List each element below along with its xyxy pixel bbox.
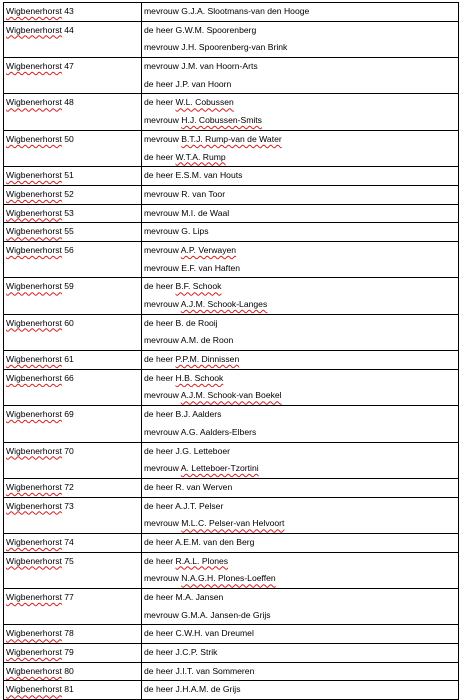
street-name: Wigbenerhorst [6,372,62,383]
resident-line [142,370,458,388]
resident-title: mevrouw [144,609,179,620]
table-row [4,185,459,204]
resident-title: de heer [144,665,174,676]
resident-line [142,406,458,424]
residents-cell [142,662,459,681]
address-cell [4,204,142,223]
residents-cell [142,167,459,186]
resident-line [142,663,458,681]
address-table [3,2,459,700]
resident-title: mevrouw [144,573,179,584]
residents-cell [142,3,459,22]
resident-name: W.L. Cobussen [175,97,234,108]
resident-line [142,149,458,167]
resident-name: R.A.L. Plones [175,555,229,566]
residents-cell [142,406,459,442]
resident-line [142,131,458,149]
address-cell [4,3,142,22]
house-number: 47 [64,61,74,72]
table-row [4,94,459,130]
resident-title: de heer [144,647,174,658]
resident-name: B.J. Aalders [175,409,222,420]
resident-title: mevrouw [144,335,179,346]
street-name: Wigbenerhorst [6,555,62,566]
address-line [4,644,141,662]
resident-name: R. van Werven [175,481,233,492]
resident-name: M.L.C. Pelser-van Helvoort [181,518,285,529]
resident-name: H.J. Cobussen-Smits [181,115,262,126]
resident-line [142,387,458,405]
resident-name: G.M.A. Jansen-de Grijs [181,609,271,620]
residents-cell [142,478,459,497]
address-line [4,58,141,76]
street-name: Wigbenerhorst [6,500,62,511]
address-cell [4,130,142,166]
resident-name: J.C.P. Strik [175,647,218,658]
resident-name: B.T.J. Rump-van de Water [181,133,282,144]
address-line [4,205,141,223]
table-row [4,625,459,644]
table-row [4,406,459,442]
address-cell [4,552,142,588]
table-row [4,223,459,242]
street-name: Wigbenerhorst [6,628,62,639]
table-row [4,130,459,166]
table-row [4,662,459,681]
resident-title: de heer [144,317,174,328]
resident-title: de heer [144,170,174,181]
house-number: 75 [64,555,74,566]
resident-line [142,39,458,57]
street-name: Wigbenerhorst [6,61,62,72]
resident-line [142,223,458,241]
resident-title: de heer [144,78,174,89]
address-line [4,351,141,369]
house-number: 59 [64,281,74,292]
residents-cell [142,21,459,57]
address-cell [4,681,142,700]
resident-title: mevrouw [144,115,179,126]
house-number: 61 [64,354,74,365]
resident-name: A.J.M. Schook-Langes [180,299,268,309]
residents-cell [142,589,459,625]
table-row [4,241,459,277]
street-name: Wigbenerhorst [6,665,62,676]
residents-cell [142,241,459,277]
resident-title: mevrouw [144,262,179,273]
resident-name: G. Lips [181,226,209,237]
house-number: 51 [64,170,74,181]
street-name: Wigbenerhorst [6,409,62,420]
house-number: 53 [64,207,74,218]
house-number: 79 [64,647,74,658]
resident-name: A.J.T. Pelser [175,500,224,511]
residents-cell [142,442,459,478]
house-number: 55 [64,226,74,237]
residents-cell [142,58,459,94]
residents-cell [142,497,459,533]
house-number: 77 [64,592,74,602]
resident-line [142,76,458,94]
resident-title: de heer [144,151,174,162]
residents-cell [142,278,459,314]
resident-name: H.B. Schook [175,372,224,383]
address-cell [4,94,142,130]
table-row [4,681,459,700]
address-line [4,242,141,260]
resident-line [142,479,458,497]
residents-cell [142,681,459,700]
house-number: 66 [64,372,74,383]
address-line [4,681,141,699]
resident-title: de heer [144,372,174,383]
residents-cell [142,223,459,242]
street-name: Wigbenerhorst [6,244,62,255]
house-number: 48 [64,97,74,108]
address-line [4,278,141,296]
resident-name: J.H. Spoorenberg-van Brink [181,42,288,53]
resident-title: mevrouw [144,518,179,529]
resident-line [142,644,458,662]
resident-line [142,3,458,21]
address-line [4,443,141,461]
table-row [4,204,459,223]
resident-name: E.S.M. van Houts [175,170,243,181]
street-name: Wigbenerhorst [6,536,62,547]
resident-line [142,607,458,625]
address-cell [4,21,142,57]
resident-line [142,242,458,260]
address-line [4,315,141,333]
resident-line [142,351,458,369]
resident-name: J.H.A.M. de Grijs [175,684,241,695]
house-number: 80 [64,665,74,676]
resident-name: R. van Toor [181,188,226,199]
resident-line [142,625,458,643]
house-number: 60 [64,317,74,328]
address-cell [4,185,142,204]
house-number: 56 [64,244,74,255]
street-name: Wigbenerhorst [6,226,62,237]
house-number: 44 [64,24,74,35]
resident-title: mevrouw [144,299,179,309]
resident-name: N.A.G.H. Plones-Loeffen [181,573,276,584]
address-line [4,479,141,497]
resident-line [142,681,458,699]
resident-line [142,58,458,76]
resident-title: de heer [144,409,174,420]
table-row [4,3,459,22]
table-row [4,589,459,625]
house-number: 81 [64,684,74,695]
table-row [4,167,459,186]
resident-title: de heer [144,281,174,292]
resident-name: J.P. van Hoorn [175,78,232,89]
resident-name: A. Letteboer-Tzortini [180,463,259,474]
table-row [4,497,459,533]
resident-line [142,112,458,130]
resident-title: de heer [144,536,174,547]
resident-title: mevrouw [144,463,179,474]
resident-name: A.M. de Roon [180,335,234,346]
house-number: 72 [64,481,74,492]
street-name: Wigbenerhorst [6,281,62,292]
address-line [4,553,141,571]
resident-line [142,260,458,278]
address-cell [4,662,142,681]
house-number: 69 [64,409,74,420]
resident-title: mevrouw [144,226,179,237]
resident-title: de heer [144,500,174,511]
resident-title: de heer [144,628,174,639]
address-line [4,406,141,424]
resident-title: de heer [144,24,174,35]
address-line [4,186,141,204]
street-name: Wigbenerhorst [6,647,62,658]
resident-line [142,186,458,204]
resident-line [142,498,458,516]
residents-cell [142,625,459,644]
table-row [4,552,459,588]
street-name: Wigbenerhorst [6,133,62,144]
address-cell [4,369,142,405]
resident-name: W.T.A. Rump [175,151,226,162]
resident-name: M.I. de Waal [181,207,230,218]
address-line [4,167,141,185]
address-cell [4,497,142,533]
address-line [4,94,141,112]
address-cell [4,406,142,442]
resident-line [142,553,458,571]
resident-line [142,570,458,588]
street-name: Wigbenerhorst [6,170,62,181]
resident-title: mevrouw [144,133,179,144]
street-name: Wigbenerhorst [6,317,62,328]
residents-cell [142,204,459,223]
residents-cell [142,644,459,663]
address-line [4,3,141,21]
resident-line [142,278,458,296]
table-row [4,369,459,405]
street-name: Wigbenerhorst [6,188,62,199]
house-number: 73 [64,500,74,511]
resident-line [142,167,458,185]
address-cell [4,167,142,186]
address-cell [4,223,142,242]
resident-title: de heer [144,555,174,566]
table-row [4,278,459,314]
resident-name: J.I.T. van Sommeren [175,665,255,676]
address-cell [4,625,142,644]
resident-name: A.E.M. van den Berg [175,536,255,547]
address-cell [4,241,142,277]
resident-line [142,534,458,552]
resident-line [142,315,458,333]
residents-cell [142,185,459,204]
resident-name: B.F. Schook [175,281,222,292]
address-line [4,534,141,552]
resident-title: de heer [144,354,174,365]
resident-line [142,589,458,607]
residents-cell [142,130,459,166]
table-row [4,644,459,663]
address-line [4,22,141,40]
street-name: Wigbenerhorst [6,97,62,108]
resident-title: mevrouw [144,207,179,218]
resident-name: B. de Rooij [175,317,218,328]
house-number: 78 [64,628,74,639]
table-row [4,533,459,552]
resident-name: E.F. van Haften [181,262,241,273]
address-cell [4,314,142,350]
resident-name: C.W.H. van Dreumel [175,628,254,639]
residents-cell [142,351,459,370]
address-cell [4,442,142,478]
address-cell [4,644,142,663]
address-cell [4,278,142,314]
resident-name: J.M. van Hoorn-Arts [181,61,258,72]
address-cell [4,533,142,552]
resident-name: G.J.A. Slootmans-van den Hooge [181,6,310,16]
resident-title: mevrouw [144,188,179,199]
house-number: 50 [64,133,74,144]
resident-title: mevrouw [144,61,179,72]
resident-name: P.P.M. Dinnissen [175,354,240,365]
address-table-body [4,3,459,700]
table-row [4,351,459,370]
street-name: Wigbenerhorst [6,354,62,365]
resident-line [142,460,458,478]
resident-line [142,205,458,223]
resident-line [142,296,458,314]
address-line [4,498,141,516]
table-row [4,58,459,94]
street-name: Wigbenerhorst [6,207,62,218]
house-number: 52 [64,188,74,199]
resident-title: mevrouw [144,390,179,401]
table-row [4,314,459,350]
street-name: Wigbenerhorst [6,684,62,695]
resident-name: A.G. Aalders-Elbers [180,426,257,437]
address-line [4,589,141,607]
residents-cell [142,533,459,552]
resident-name: A.J.M. Schook-van Boekel [180,390,282,401]
resident-title: de heer [144,481,174,492]
resident-line [142,515,458,533]
street-name: Wigbenerhorst [6,445,62,456]
resident-name: M.A. Jansen [175,592,224,602]
resident-line [142,22,458,40]
resident-name: J.G. Letteboer [175,445,231,456]
address-line [4,663,141,681]
resident-name: G.W.M. Spoorenberg [175,24,257,35]
resident-title: de heer [144,592,174,602]
residents-cell [142,314,459,350]
address-cell [4,58,142,94]
street-name: Wigbenerhorst [6,592,62,602]
address-line [4,625,141,643]
house-number: 74 [64,536,74,547]
resident-title: mevrouw [144,42,179,53]
resident-title: mevrouw [144,426,179,437]
address-cell [4,351,142,370]
house-number: 70 [64,445,74,456]
resident-title: de heer [144,445,174,456]
resident-title: de heer [144,97,174,108]
resident-line [142,424,458,442]
table-row [4,21,459,57]
street-name: Wigbenerhorst [6,24,62,35]
resident-line [142,94,458,112]
table-row [4,442,459,478]
address-cell [4,478,142,497]
street-name: Wigbenerhorst [6,481,62,492]
table-row [4,478,459,497]
street-name: Wigbenerhorst [6,6,62,16]
resident-title: mevrouw [144,244,179,255]
resident-name: A.P. Verwayen [180,244,237,255]
residents-cell [142,94,459,130]
resident-title: de heer [144,684,174,695]
address-cell [4,589,142,625]
house-number: 43 [64,6,74,16]
resident-line [142,332,458,350]
address-line [4,370,141,388]
resident-title: mevrouw [144,6,179,16]
address-line [4,223,141,241]
residents-cell [142,552,459,588]
residents-cell [142,369,459,405]
resident-line [142,443,458,461]
address-line [4,131,141,149]
